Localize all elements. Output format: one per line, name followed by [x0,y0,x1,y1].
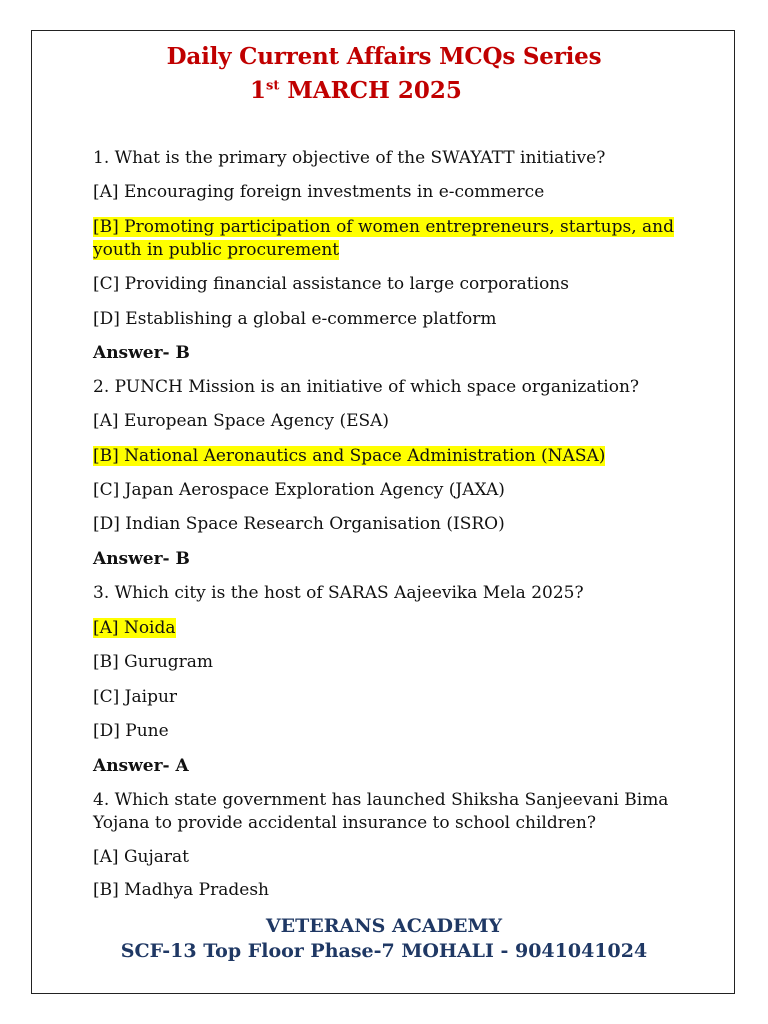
question-4-text-line1: 4. Which state government has launched Shiksha Sanjeevani Bima [93,790,669,810]
question-4-text-line2: Yojana to provide accidental insurance to school children? [93,813,596,833]
date-day: 1 [250,77,267,104]
page-title: Daily Current Affairs MCQs Series [166,43,602,70]
footer-address: SCF-13 Top Floor Phase-7 MOHALI - 9041041024 [120,940,648,962]
q3-option-a-highlight: [A] Noida [93,618,176,638]
q1-option-b-line2: youth in public procurement [93,240,340,260]
q4-option-a: [A] Gujarat [93,847,189,867]
q1-answer: Answer- B [93,343,190,363]
page-date [250,77,462,104]
date-month-year: MARCH 2025 [279,77,462,104]
q4-option-b: [B] Madhya Pradesh [93,880,269,900]
q1-option-b-cont [93,239,339,261]
q2-answer: Answer- B [93,549,190,569]
q3-option-a [93,617,176,639]
q1-option-d: [D] Establishing a global e-commerce platform [93,309,497,329]
q2-option-d: [D] Indian Space Research Organisation (ISRO) [93,514,505,534]
question-3-text: 3. Which city is the host of SARAS Aajeevika Mela 2025? [93,583,584,603]
q3-option-d: [D] Pune [93,721,169,741]
q3-option-c: [C] Jaipur [93,687,178,707]
footer-academy-name: VETERANS ACADEMY [265,915,503,937]
q1-option-a: [A] Encouraging foreign investments in e-commerce [93,182,545,202]
q1-option-b-line1: [B] Promoting participation of women entrepreneurs, startups, and [93,217,675,237]
q2-option-b-highlight: [B] National Aeronautics and Space Administration (NASA) [93,446,606,466]
q1-option-c: [C] Providing financial assistance to large corporations [93,274,569,294]
question-2-text: 2. PUNCH Mission is an initiative of which space organization? [93,377,640,397]
question-1-text: 1. What is the primary objective of the SWAYATT initiative? [93,148,606,168]
q3-answer: Answer- A [93,756,189,776]
date-suffix: st [266,78,280,94]
q2-option-a: [A] European Space Agency (ESA) [93,411,390,431]
q3-option-b: [B] Gurugram [93,652,214,672]
q1-option-b [93,216,674,238]
q2-option-c: [C] Japan Aerospace Exploration Agency (JAXA) [93,480,505,500]
q2-option-b [93,445,605,467]
